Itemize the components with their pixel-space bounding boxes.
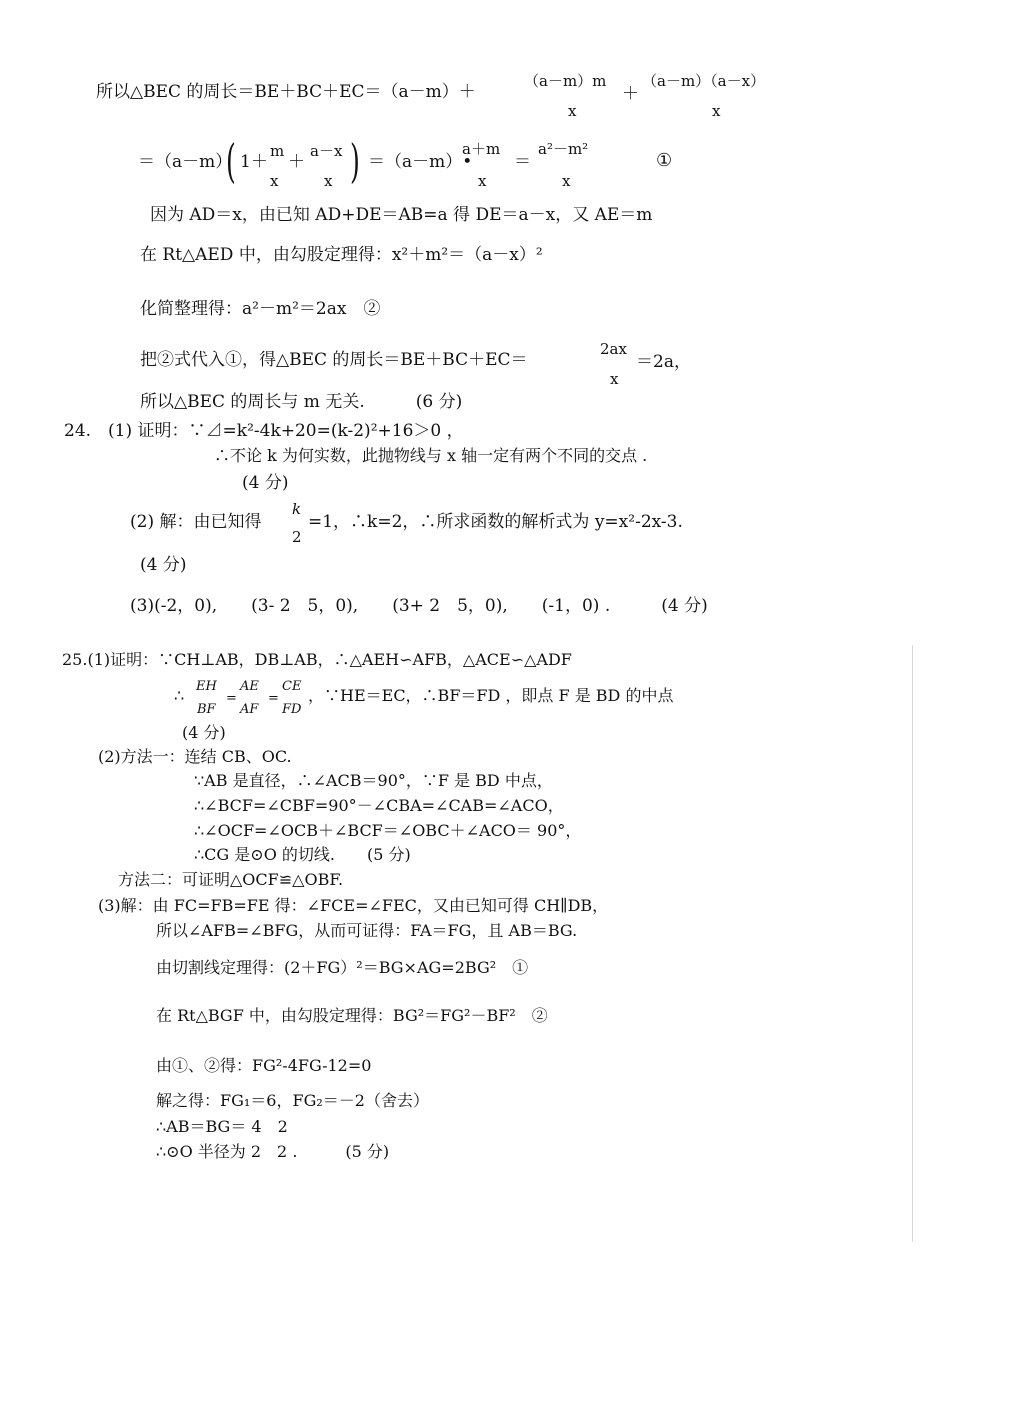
b23-line7: 所以△BEC 的周长与 m 无关. (6 分) (140, 392, 463, 412)
b23-l2-mid: ＝（a－m）• (368, 152, 473, 172)
b23-l2-plus: ＋ (288, 152, 305, 172)
b25-line6: ∴∠BCF=∠CBF=90°－∠CBA=∠CAB=∠ACO， (194, 796, 564, 815)
b23-l2-frac3-num: a＋m (462, 140, 501, 158)
b23-line1: 所以△BEC 的周长＝BE＋BC＋EC＝（a－m）＋ (96, 82, 476, 102)
b25-line17: ∴⊙O 半径为 2 2 . (5 分) (156, 1142, 390, 1161)
b24-line1: 24. (1) 证明：∵⊿=k²-4k+20=(k-2)²+16＞0 ， (64, 421, 464, 441)
b23-l1-frac2-den: x (712, 102, 721, 120)
b23-line5: 化简整理得：a²－m²＝2ax ② (140, 299, 381, 319)
b25-line15: 解之得：FG₁＝6，FG₂＝－2（舍去） (156, 1091, 429, 1110)
b24-line2: ∴不论 k 为何实数，此抛物线与 x 轴一定有两个不同的交点 . (214, 446, 648, 465)
b23-l2-right-paren: ) (350, 134, 360, 188)
b25-l2-eq2: = (268, 691, 279, 706)
b24-l4-frac-num: k (292, 500, 302, 518)
b25-line8: ∴CG 是⊙O 的切线. (5 分) (194, 845, 411, 864)
b24-line5: (4 分) (140, 555, 187, 575)
b25-line14: 由①、②得：FG²-4FG-12=0 (156, 1056, 372, 1075)
b23-l2-tag: ① (656, 150, 673, 171)
b23-l1-frac1-den: x (568, 102, 577, 120)
b23-l2-left-paren: ( (226, 134, 236, 188)
b25-l2-start: ∴ (174, 686, 185, 705)
b25-l2-frac1-num: EH (196, 679, 217, 694)
b23-l6-frac-den: x (610, 370, 619, 388)
b25-l2-frac3-den: FD (282, 702, 302, 717)
b25-line11: 所以∠AFB=∠BFG，从而可证得：FA＝FG，且 AB＝BG. (156, 921, 578, 940)
b23-line2-start: ＝（a－m） (138, 152, 233, 172)
b25-l2-frac1-den: BF (197, 702, 216, 717)
b23-l2-frac2-den: x (324, 172, 333, 190)
b23-l2-eq: ＝ (514, 152, 531, 172)
b23-l1-plus: ＋ (622, 84, 639, 104)
b23-l2-frac1-num: m (270, 142, 285, 160)
b25-l2-frac2-den: AF (240, 702, 259, 717)
b25-line1: 25.(1)证明：∵CH⊥AB，DB⊥AB，∴△AEH∽AFB，△ACE∽△ADF (62, 650, 572, 669)
b25-line9: 方法二：可证明△OCF≌△OBF. (118, 870, 344, 889)
b23-line3: 因为 AD＝x，由已知 AD+DE＝AB=a 得 DE＝a－x，又 AE＝m (150, 205, 653, 225)
b25-line4: (2)方法一：连结 CB、OC. (98, 747, 292, 766)
b24-line6: (3)(-2，0), (3- 2 5，0), (3+ 2 5，0), (-1，0) . (4 分) (130, 596, 708, 616)
b24-l4-frac-den: 2 (292, 528, 302, 546)
b23-l2-frac2-num: a－x (310, 142, 343, 160)
b25-l2-eq1: = (226, 691, 237, 706)
b23-l6-end: ＝2a， (636, 352, 691, 372)
b23-line4: 在 Rt△AED 中，由勾股定理得：x²＋m²＝（a－x）² (140, 245, 543, 265)
b25-l2-frac2-num: AE (240, 679, 259, 694)
b23-l6-frac-num: 2ax (600, 340, 627, 358)
b25-l2-frac3-num: CE (282, 679, 302, 694)
b25-line5: ∵AB 是直径，∴∠ACB＝90°，∵F 是 BD 中点， (194, 771, 553, 790)
b25-line10: (3)解：由 FC=FB=FE 得：∠FCE=∠FEC，又由已知可得 CH∥DB， (98, 896, 609, 915)
b24-line4-start: (2) 解：由已知得 (130, 512, 262, 532)
b23-line6-start: 把②式代入①，得△BEC 的周长＝BE＋BC＋EC＝ (140, 350, 528, 370)
b25-line3: (4 分) (182, 723, 226, 742)
b23-l2-frac4-num: a²－m² (538, 140, 589, 158)
b23-l2-frac3-den: x (478, 172, 487, 190)
b24-line4-end: =1，∴k=2，∴所求函数的解析式为 y=x²-2x-3. (308, 512, 683, 532)
b25-line16: ∴AB＝BG＝ 4 2 (156, 1117, 288, 1136)
b24-line3: (4 分) (242, 473, 289, 493)
b23-l2-frac1-den: x (270, 172, 279, 190)
b25-line7: ∴∠OCF=∠OCB＋∠BCF＝∠OBC＋∠ACO＝ 90°， (194, 821, 582, 840)
b23-l2-frac4-den: x (562, 172, 571, 190)
right-margin-rule (912, 645, 913, 1242)
b25-line13: 在 Rt△BGF 中，由勾股定理得：BG²＝FG²－BF² ② (156, 1006, 548, 1025)
b25-l2-end: ，∵HE＝EC，∴BF＝FD ，即点 F 是 BD 的中点 (308, 686, 674, 705)
b23-l1-frac2-num: （a－m）（a－x） (642, 72, 766, 90)
b23-l1-frac1-num: （a－m）m (524, 72, 607, 90)
b25-line12: 由切割线定理得：(2＋FG）²＝BG×AG=2BG² ① (156, 958, 529, 977)
b23-l2-one-plus: 1＋ (240, 152, 268, 172)
